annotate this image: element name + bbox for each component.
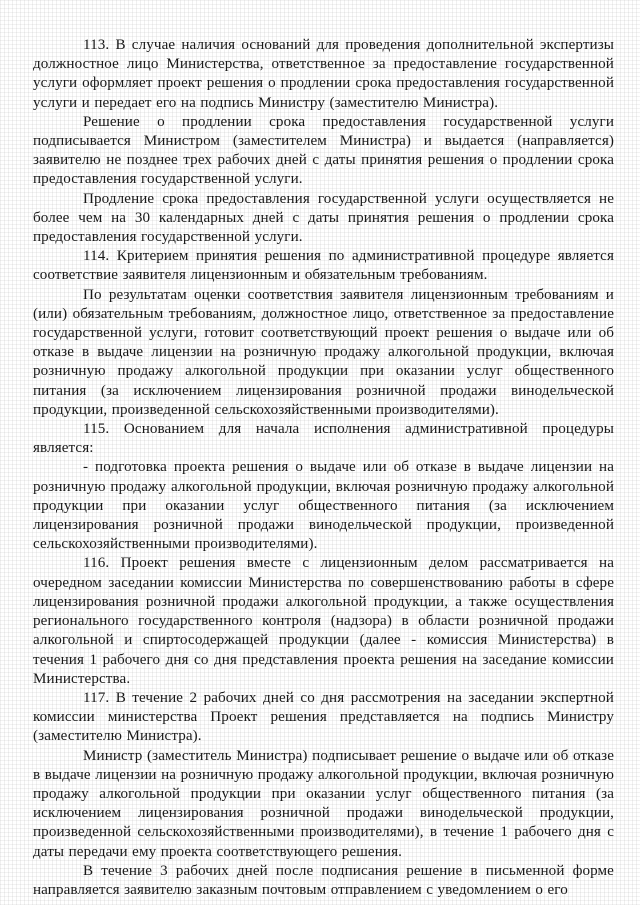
paragraph-115: 115. Основанием для начала исполнения административной процедуры является: [33, 421, 614, 457]
paragraph-assessment-result: По результатам оценки соответствия заявителя лицензионным требованиям и (или) обязательным требованиям, должностное лицо, ответственное за предоставление государственной услуги, готовит соответствующий проект решения о выдаче или об отказе в выдаче лицензии на розничную продажу алкогольной продукции, включая розничную продажу алкогольной продукции при оказании услуг общественного питания (за исключением лицензирования розничной продажи винодельческой продукции, произведенной сельскохозяйственными производителями). [33, 286, 614, 418]
paragraph-115-item: - подготовка проекта решения о выдаче или об отказе в выдаче лицензии на розничную продажу алкогольной продукции, включая розничную продажу алкогольной продукции при оказании услуг общественного питания (за исключением лицензирования розничной продажи винодельческой продукции, произведенной сельскохозяйственными производителями). [33, 459, 614, 553]
paragraph-extension-term: Продление срока предоставления государственной услуги осуществляется не более чем на 30 календарных дней с даты принятия решения о продлении срока предоставления государственной услуги. [33, 190, 614, 246]
document-body [33, 36, 614, 900]
paragraph-116: 116. Проект решения вместе с лицензионным делом рассматривается на очередном заседании комиссии Министерства по совершенствованию работы в сфере лицензирования розничной продажи алкогольной продукции, а также осуществления регионального государственного контроля (надзора) в области розничной продажи алкогольной и спиртосодержащей продукции (далее - комиссия Министерства) в течения 1 рабочего дня со дня представления проекта решения на заседание комиссии Министерства. [33, 555, 614, 687]
paragraph-extension-decision: Решение о продлении срока предоставления государственной услуги подписывается Министром (заместителем Министра) и выдается (направляется) заявителю не позднее трех рабочих дней с даты принятия решения о продлении срока предоставления государственной услуги. [33, 113, 614, 188]
paragraph-minister-signs: Министр (заместитель Министра) подписывает решение о выдаче или об отказе в выдаче лицензии на розничную продажу алкогольной продукции, включая розничную продажу алкогольной продукции при оказании услуг общественного питания (за исключением лицензирования розничной продажи винодельческой продукции, произведенной сельскохозяйственными производителями), в течение 1 рабочего дня с даты передачи ему проекта соответствующего решения. [33, 747, 614, 860]
paragraph-114: 114. Критерием принятия решения по административной процедуре является соответствие заявителя лицензионным и обязательным требованиям. [33, 248, 614, 284]
paragraph-117: 117. В течение 2 рабочих дней со дня рассмотрения на заседании экспертной комиссии министерства Проект решения представляется на подпись Министру (заместителю Министра). [33, 689, 614, 745]
paragraph-notification: В течение 3 рабочих дней после подписания решение в письменной форме направляется заявителю заказным почтовым отправлением с уведомлением о его [33, 862, 614, 898]
paragraph-113: 113. В случае наличия оснований для проведения дополнительной экспертизы должностное лицо Министерства, ответственное за предоставление государственной услуги оформляет проект решения о продлении срока предоставления государственной услуги и передает его на подпись Министру (заместителю Министра). [33, 37, 614, 111]
